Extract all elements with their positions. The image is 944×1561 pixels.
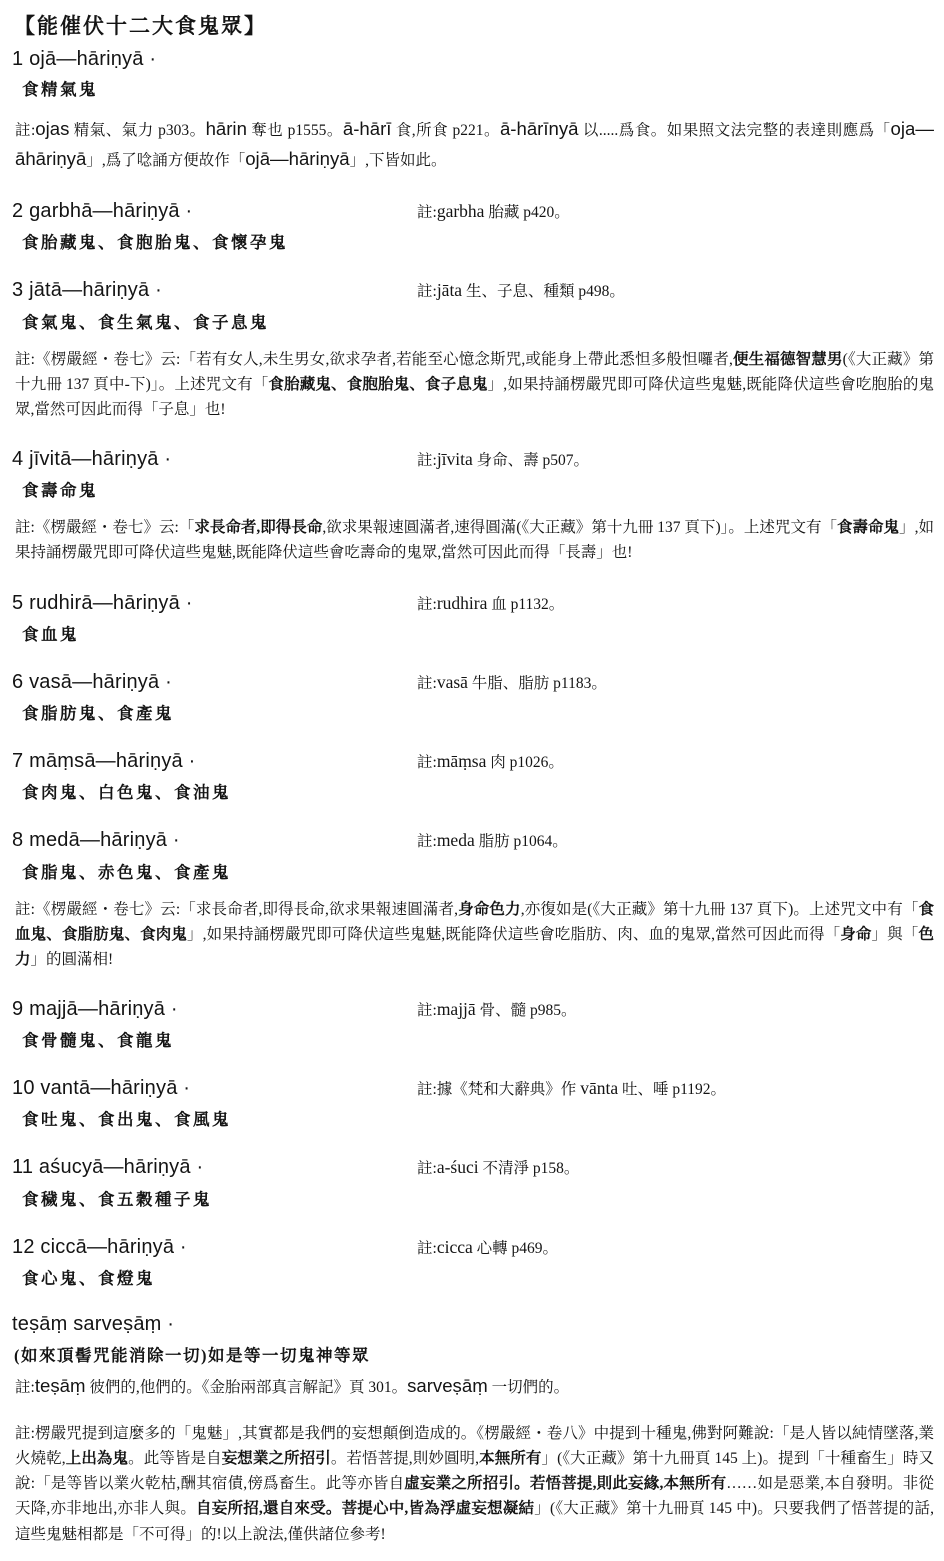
item-head-row <box>12 1234 934 1260</box>
text-segment: 上出為鬼 <box>65 1450 129 1468</box>
text-segment: 註: <box>417 1160 437 1178</box>
item-inline-note <box>417 198 570 224</box>
item-gloss: 食脂鬼、赤色鬼、食產鬼 <box>22 862 231 882</box>
item-head-row <box>12 1154 934 1180</box>
text-segment: 。若悟菩提,則妙圓明, <box>330 1450 480 1468</box>
item-sanskrit-heading: 1 ojā—hāriṇyā · <box>12 48 157 70</box>
item-head-row <box>12 669 934 695</box>
tesam-gloss: (如來頂髻咒能消除一切)如是等一切鬼神等眾 <box>14 1346 370 1366</box>
text-segment: 精氣、氣力 p303。 <box>69 122 206 139</box>
text-segment: 註:《楞嚴經・卷七》云:「求長命者,即得長命,欲求果報速圓滿者, <box>15 900 458 918</box>
item-sanskrit-heading: 7 māṃsā—hāriṇyā · <box>12 750 196 773</box>
item-inline-note <box>417 748 564 774</box>
item-note <box>15 114 934 174</box>
text-segment: 食血鬼、食脂肪鬼、食肉鬼 <box>15 900 934 943</box>
text-segment: 骨、髓 p985。 <box>475 1001 577 1019</box>
text-segment: 註: <box>417 1001 437 1019</box>
text-segment: majjā <box>436 998 476 1019</box>
text-segment: 脂肪 p1064。 <box>474 833 568 851</box>
text-segment: 虛妄業之所招引。若悟菩提,則此妄緣,本無所有 <box>404 1475 727 1493</box>
ghost-item <box>12 277 934 422</box>
item-inline-note <box>417 996 576 1022</box>
page-title: 【能催伏十二大食鬼眾】 <box>14 14 267 38</box>
ghost-item <box>12 48 934 174</box>
text-segment: 註:據《梵和大辭典》作 <box>417 1081 581 1099</box>
text-segment: 註:楞嚴咒提到這麼多的「鬼魅」,其實都是我們的妄想顛倒造成的。《楞嚴經・卷八》中提到十種鬼,佛對阿難說:「是人皆以純情墜落,業火燒乾, <box>15 1425 934 1468</box>
text-segment: teṣāṃ <box>34 1375 86 1397</box>
ghost-item <box>12 590 934 645</box>
item-inline-note <box>417 446 589 472</box>
ghost-item <box>12 1154 934 1209</box>
item-sanskrit-heading: 11 aśucyā—hāriṇyā · <box>12 1156 204 1179</box>
text-segment: 註: <box>417 833 437 851</box>
text-segment: 」(《大正藏》第十九冊頁 145 中)。只要我們了悟菩提的話,這些鬼魅相都是「不可得」的!以上說法,僅供諸位參考! <box>15 1500 934 1543</box>
text-segment: a-śuci <box>436 1157 479 1178</box>
text-segment: 註: <box>417 204 437 222</box>
text-segment: ……如是惡業,本自發明。非從天降,亦非地出,亦非人與。 <box>15 1475 934 1518</box>
text-segment: 妄想業之所招引 <box>221 1450 331 1468</box>
text-segment: meda <box>436 830 475 851</box>
item-gloss: 食血鬼 <box>22 624 79 644</box>
text-segment: 食,所食 p221。 <box>391 122 500 139</box>
ghost-item <box>12 198 934 253</box>
item-head-row <box>12 446 934 472</box>
text-segment: 註: <box>417 452 437 470</box>
text-segment: 奪也 p1555。 <box>246 122 343 139</box>
text-segment: 註: <box>417 754 437 772</box>
item-sanskrit-heading: 5 rudhirā—hāriṇyā · <box>12 591 193 614</box>
text-segment: cicca <box>436 1236 473 1257</box>
item-inline-note <box>417 1154 579 1180</box>
text-segment: 色力 <box>15 925 934 968</box>
text-segment: 一切們的。 <box>487 1379 570 1397</box>
item-sanskrit-heading: 9 majjā—hāriṇyā · <box>12 997 178 1020</box>
text-segment: 註: <box>417 595 437 613</box>
item-note <box>15 515 934 565</box>
text-segment: 」,如果持誦楞嚴咒即可降伏這些鬼魅,既能降伏這些會吃脂肪、肉、血的鬼眾,當然可因此而得「 <box>187 925 841 943</box>
item-head-row <box>12 277 934 303</box>
text-segment: 」,如果持誦楞嚴咒即可降伏這些鬼魅,既能降伏這些會吃胞胎的鬼眾,當然可因此而得「子息」也! <box>15 375 934 418</box>
item-sanskrit-heading: 8 medā—hāriṇyā · <box>12 829 180 852</box>
item-head-row <box>12 590 934 616</box>
text-segment: 食胎藏鬼、食胞胎鬼、食子息鬼 <box>268 375 488 393</box>
ghost-item <box>12 669 934 724</box>
text-segment: ojā—hāriṇyā <box>245 148 350 170</box>
item-gloss: 食胎藏鬼、食胞胎鬼、食懷孕鬼 <box>22 233 288 253</box>
text-segment: 求長命者,即得長命 <box>194 519 323 537</box>
tesam-heading: teṣāṃ sarveṣāṃ · <box>12 1313 175 1336</box>
tesam-section <box>12 1313 934 1401</box>
item-gloss: 食壽命鬼 <box>22 481 98 501</box>
text-segment: 身命色力 <box>458 900 521 918</box>
text-segment: 註:《楞嚴經・卷七》云:「若有女人,未生男女,欲求孕者,若能至心憶念斯咒,或能身上帶此悉怛多般怛囉者, <box>15 350 733 368</box>
ghost-items-list <box>12 48 934 1289</box>
text-segment: vānta <box>580 1078 619 1099</box>
item-sanskrit-heading: 12 ciccā—hāriṇyā · <box>12 1235 187 1258</box>
text-segment: māṃsa <box>436 751 487 772</box>
text-segment: sarveṣāṃ <box>407 1375 488 1397</box>
item-inline-note <box>417 1075 726 1101</box>
tesam-note <box>15 1371 934 1401</box>
text-segment: 食壽命鬼 <box>837 519 900 537</box>
text-segment: 本無所有 <box>479 1450 542 1468</box>
text-segment: ,欲求果報速圓滿者,速得圓滿(《大正藏》第十九冊 137 頁下)」。上述咒文有「 <box>322 519 837 537</box>
text-segment: (《大正藏》第十九冊 137 頁中-下)」。上述咒文有「 <box>15 350 934 393</box>
text-segment: 」,爲了唸誦方便故作「 <box>86 152 246 170</box>
item-gloss: 食心鬼、食燈鬼 <box>22 1269 155 1289</box>
text-segment: hārin <box>205 118 247 139</box>
item-note <box>15 347 934 422</box>
text-segment: 不清淨 p158。 <box>478 1160 580 1178</box>
item-inline-note <box>417 277 625 303</box>
item-sanskrit-heading: 3 jātā—hāriṇyā · <box>12 279 162 302</box>
item-head-row <box>12 198 934 224</box>
item-note <box>15 897 934 972</box>
item-head-row <box>12 1075 934 1101</box>
text-segment: ojas <box>35 118 70 139</box>
text-segment: 牛脂、脂肪 p1183。 <box>467 674 607 692</box>
text-segment: 註: <box>15 122 36 139</box>
text-segment: 彼們的,他們的。《金胎兩部真言解記》頁 301。 <box>85 1379 408 1397</box>
text-segment: jīvita <box>436 449 473 470</box>
text-segment: 」,下皆如此。 <box>349 152 447 170</box>
text-segment: oja—āhāriṇyā <box>15 118 934 170</box>
text-segment: 便生福德智慧男 <box>732 350 843 368</box>
text-segment: ā-hārīnyā <box>499 118 579 139</box>
item-sanskrit-heading: 2 garbhā—hāriṇyā · <box>12 200 193 223</box>
item-inline-note <box>417 669 607 695</box>
item-gloss: 食脂肪鬼、食產鬼 <box>22 704 174 724</box>
text-segment: 吐、唾 p1192。 <box>618 1081 727 1099</box>
text-segment: 。此等皆是自 <box>128 1450 222 1468</box>
text-segment: 」與「 <box>871 925 919 943</box>
text-segment: 生、子息、種類 p498。 <box>462 283 625 301</box>
text-segment: 註: <box>417 1239 437 1257</box>
text-segment: 自妄所招,還自來受。菩提心中,皆為浮虛妄想凝結 <box>196 1500 535 1518</box>
ghost-item <box>12 996 934 1051</box>
item-inline-note <box>417 590 564 616</box>
item-head-row <box>12 996 934 1022</box>
text-segment: ā-hārī <box>342 118 392 139</box>
item-sanskrit-heading: 6 vasā—hāriṇyā · <box>12 670 172 693</box>
text-segment: 血 p1132。 <box>487 595 565 613</box>
item-head-row <box>12 827 934 853</box>
text-segment: rudhira <box>436 592 488 613</box>
item-inline-note <box>417 1234 558 1260</box>
text-segment: vasā <box>436 671 468 692</box>
item-gloss: 食吐鬼、食出鬼、食風鬼 <box>22 1110 231 1130</box>
ghost-item <box>12 748 934 803</box>
text-segment: ,亦復如是(《大正藏》第十九冊 137 頁下)。上述咒文中有「 <box>520 900 919 918</box>
text-segment: 註: <box>417 283 437 301</box>
text-segment: 胎藏 p420。 <box>484 204 570 222</box>
text-segment: 以.....爲食。如果照文法完整的表達則應爲「 <box>578 122 891 139</box>
item-gloss: 食氣鬼、食生氣鬼、食子息鬼 <box>22 312 269 332</box>
item-gloss: 食穢鬼、食五穀種子鬼 <box>22 1189 212 1209</box>
text-segment: jāta <box>436 280 463 301</box>
final-commentary-note <box>15 1421 934 1547</box>
ghost-item <box>12 1234 934 1289</box>
text-segment: 身命 <box>840 925 872 943</box>
text-segment: 」的圓滿相! <box>30 950 114 968</box>
ghost-item <box>12 827 934 972</box>
item-gloss: 食精氣鬼 <box>22 80 98 99</box>
item-gloss: 食肉鬼、白色鬼、食油鬼 <box>22 783 231 803</box>
ghost-item <box>12 446 934 565</box>
ghost-item <box>12 1075 934 1130</box>
text-segment: 註: <box>15 1379 35 1397</box>
text-segment: 肉 p1026。 <box>486 754 564 772</box>
item-gloss: 食骨髓鬼、食龍鬼 <box>22 1031 174 1051</box>
text-segment: 身命、壽 p507。 <box>472 452 590 470</box>
text-segment: 註:《楞嚴經・卷七》云:「 <box>15 519 195 537</box>
text-segment: 」,如果持誦楞嚴咒即可降伏這些鬼魅,既能降伏這些會吃壽命的鬼眾,當然可因此而得「長壽」也! <box>15 519 934 562</box>
text-segment: garbha <box>436 201 485 222</box>
text-segment: 註: <box>417 674 437 692</box>
item-head-row <box>12 48 934 71</box>
text-segment: 」(《大正藏》第十九冊頁 145 上)。提到「十種畜生」時又說:「是等皆以業火乾枯,酬其宿債,傍爲畜生。此等亦皆自 <box>15 1450 934 1493</box>
text-segment: 心轉 p469。 <box>472 1239 559 1257</box>
item-inline-note <box>417 827 568 853</box>
item-head-row <box>12 748 934 774</box>
item-sanskrit-heading: 4 jīvitā—hāriṇyā · <box>12 448 172 471</box>
item-sanskrit-heading: 10 vantā—hāriṇyā · <box>12 1077 191 1100</box>
